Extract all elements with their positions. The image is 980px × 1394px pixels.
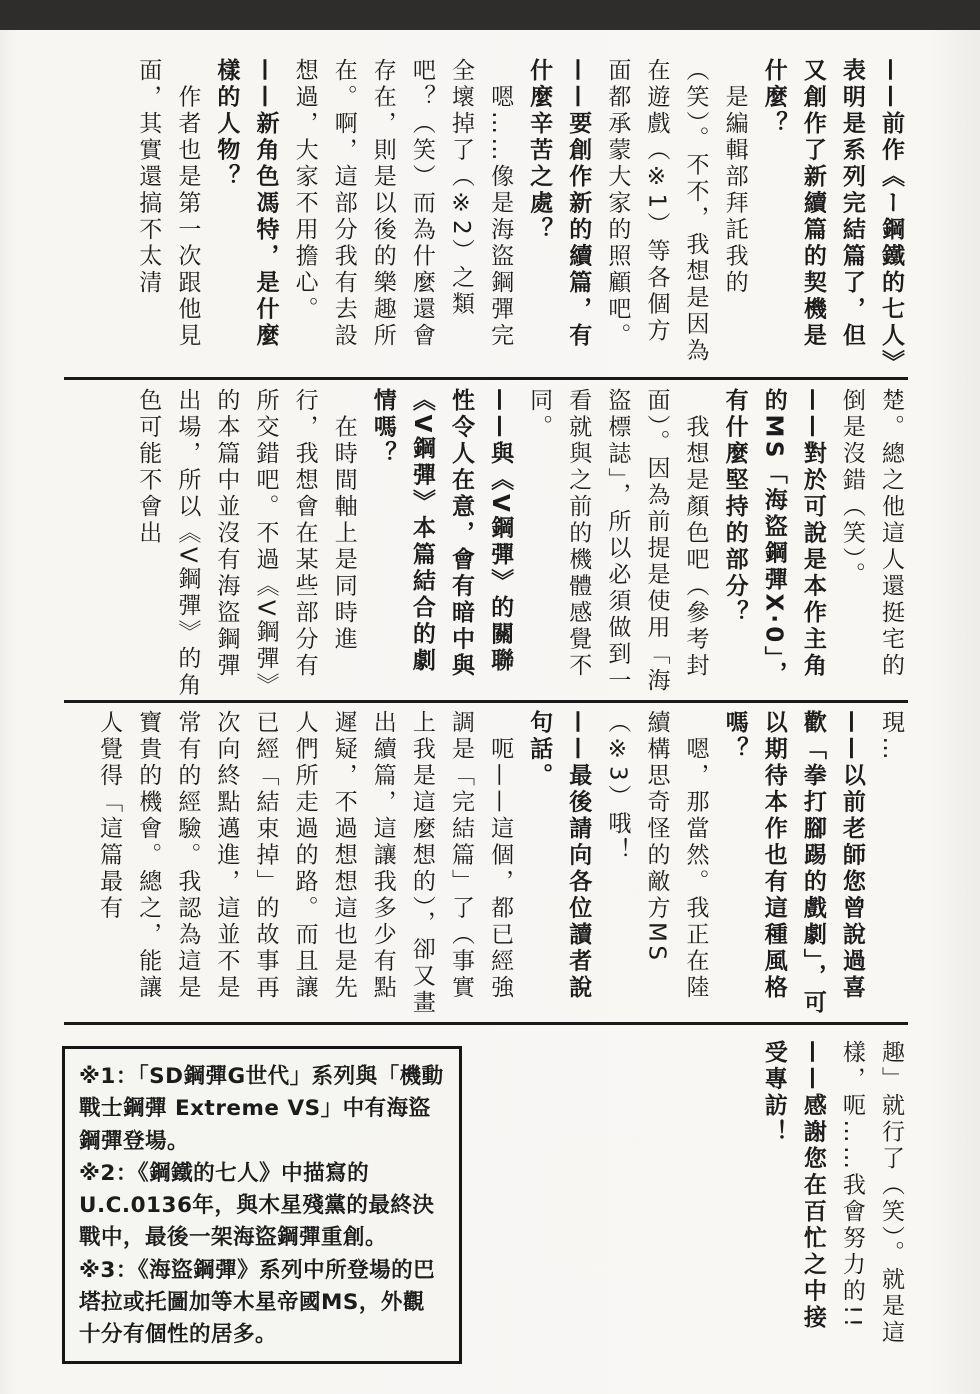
answer-text: 我想是顏色吧（參考封面）。因為前提是使用「海盜標誌」，所以必須做到一看就與之前的機體感覺不同。 bbox=[526, 388, 709, 695]
answer-text: 楚。總之他這人還挺宅的倒是沒錯（笑）。 bbox=[838, 388, 904, 680]
interview-section-4 bbox=[754, 1040, 910, 1352]
question-text: ——以前老師您曾說過喜歡「拳打腳踢的戲劇」，可以期待本作也有這種風格嗎？ bbox=[721, 710, 865, 1017]
interview-section-1 bbox=[128, 58, 910, 370]
section-divider bbox=[64, 700, 908, 703]
question-text: ——對於可說是本作主角的MS「海盜鋼彈X‧0」，有什麼堅持的部分？ bbox=[721, 388, 826, 688]
interview-section-2 bbox=[128, 388, 910, 700]
answer-text: 現… bbox=[878, 710, 904, 763]
footnote-box bbox=[62, 1046, 462, 1364]
answer-text: 趣」就行了（笑）。就是這樣，呃……我會努力的!! bbox=[838, 1040, 904, 1347]
scan-top-edge bbox=[0, 0, 980, 30]
answer-text: 嗯……像是海盜鋼彈完全壞掉了（※2）之類吧？（笑）而為什麼還會存在，則是以後的樂趣所在。啊，這部分我有去設想過，大家不用擔心。 bbox=[291, 58, 514, 350]
answer-text: 嗯，那當然。我正在陸續構思奇怪的敵方MS（※3）哦！ bbox=[604, 710, 709, 1002]
answer-text: 是編輯部拜託我的（笑）。不不，我想是因為在遊戲（※1）等各個方面都承蒙大家的照顧吧。 bbox=[604, 58, 748, 365]
footnote-item-3: ※3：《海盜鋼彈》系列中所登場的巴塔拉或托圖加等木星帝國MS，外觀十分有個性的居多。 bbox=[79, 1257, 436, 1347]
answer-text: 在時間軸上是同時進行，我想會在某些部分有所交錯吧。不過《V鋼彈》的本篇中並沒有海盜鋼彈出場，所以《V鋼彈》的角色可能不會出 bbox=[135, 388, 357, 699]
question-text: ——前作《ー鋼鐵的七人》表明是系列完結篇了，但又創作了新續篇的契機是什麼？ bbox=[760, 58, 904, 365]
section-divider bbox=[64, 1022, 908, 1025]
interview-section-3 bbox=[89, 710, 910, 1022]
section-divider bbox=[64, 377, 908, 380]
footnote-item-2: ※2：《鋼鐵的七人》中描寫的U.C.0136年，與木星殘黨的最終決戰中，最後一架海盜鋼彈重創。 bbox=[79, 1160, 435, 1251]
question-text: ——最後請向各位讀者說句話。 bbox=[526, 710, 592, 1002]
question-text: ——新角色馮特，是什麼樣的人物？ bbox=[213, 58, 279, 350]
question-text: ——要創作新的續篇，有什麼辛苦之處？ bbox=[526, 58, 592, 350]
footnote-item-1: ※1：「SD鋼彈G世代」系列與「機動戰士鋼彈 Extreme VS」中有海盜鋼彈登場。 bbox=[79, 1064, 444, 1154]
question-text: ——與《V鋼彈》的關聯性令人在意，會有暗中與《V鋼彈》本篇結合的劇情嗎？ bbox=[369, 388, 514, 680]
question-text: ——感謝您在百忙之中接受專訪！ bbox=[760, 1040, 826, 1332]
answer-text: 作者也是第一次跟他見面，其實還搞不太清 bbox=[135, 58, 201, 350]
answer-text: 呃——這個，都已經強調是「完結篇」了（事實上我是這麼想的），卻又畫出續篇，這讓我多少有點遲疑，不過想想這也是先人們所走過的路。而且讓已經「結束掉」的故事再次向終點邁進，這並不是常有的經驗。我認為這是寶貴的機會。總之，能讓人覺得「這篇最有 bbox=[96, 710, 514, 1017]
